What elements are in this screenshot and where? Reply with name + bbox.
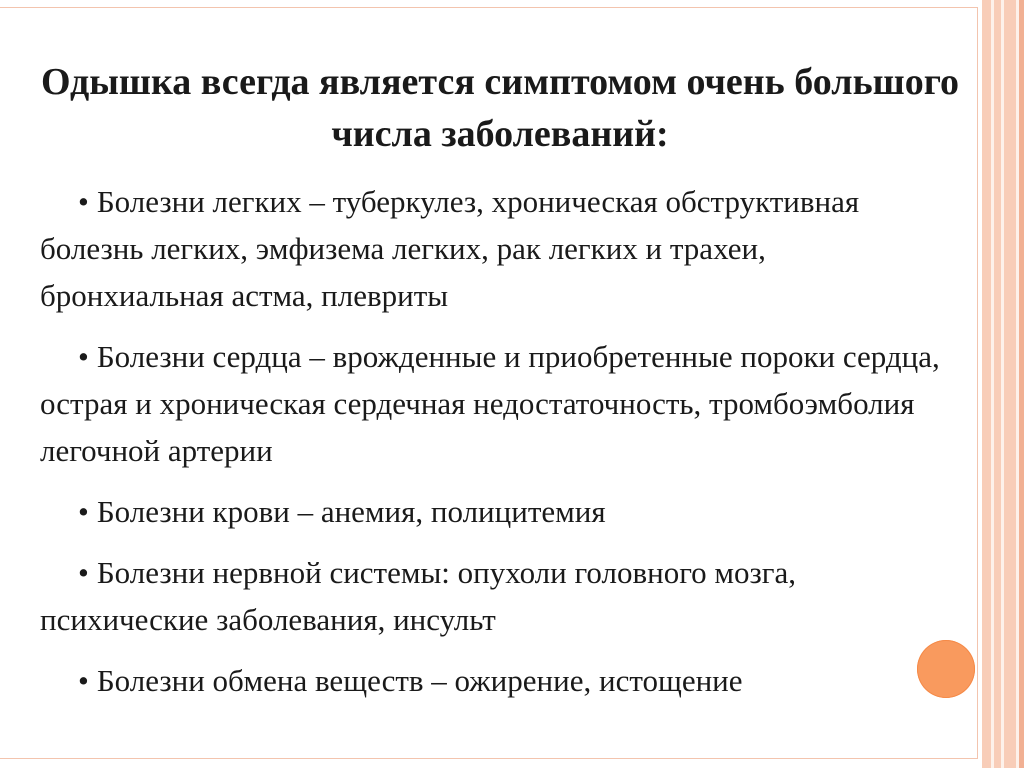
bullet-icon: • — [78, 184, 89, 219]
frame-right-line — [977, 7, 978, 759]
list-item — [40, 488, 940, 535]
bullet-icon: • — [78, 555, 89, 590]
list-item — [40, 178, 940, 319]
list-item-text: Болезни легких – туберкулез, хроническая обструктивная болезнь легких, эмфизема легких, рак легких и трахеи, бронхиальная астма, плевриты — [40, 184, 860, 313]
slide-title: Одышка всегда является симптомом очень большого числа заболеваний: — [40, 61, 960, 155]
list-item — [40, 333, 940, 474]
frame-top-line — [0, 7, 978, 8]
bullet-icon: • — [78, 339, 89, 374]
list-item-text: Болезни обмена веществ – ожирение, истощение — [96, 663, 743, 698]
list-item-text: Болезни нервной системы: опухоли головного мозга, психические заболевания, инсульт — [40, 555, 796, 637]
frame-bottom-line — [0, 758, 978, 759]
bullet-icon: • — [78, 663, 89, 698]
stripe — [994, 0, 1001, 768]
list-item — [40, 549, 940, 643]
stripe — [1019, 0, 1024, 768]
stripe — [982, 0, 991, 768]
list-item — [40, 657, 940, 704]
list-item-text: Болезни сердца – врожденные и приобретенные пороки сердца, острая и хроническая сердечная недостаточность, тромбоэмболия легочной артерии — [40, 339, 940, 468]
decorative-stripes — [982, 0, 1024, 768]
stripe — [1004, 0, 1016, 768]
list-item-text: Болезни крови – анемия, полицитемия — [96, 494, 606, 529]
bullet-icon: • — [78, 494, 89, 529]
bullet-list — [40, 178, 940, 718]
